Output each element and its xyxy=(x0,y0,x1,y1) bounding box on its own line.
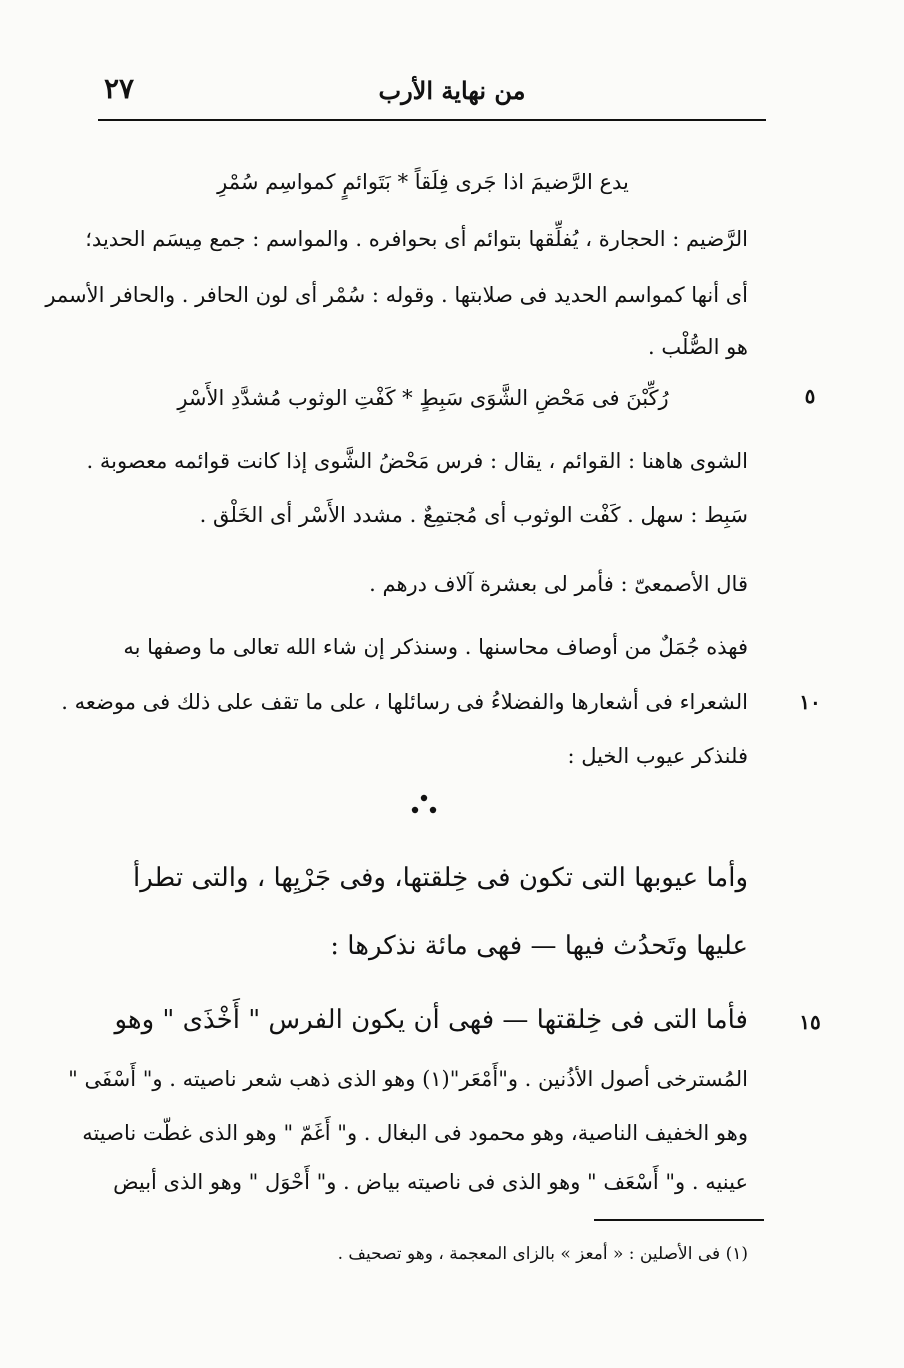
text-line: عينيه . و" أَسْعَف " وهو الذى فى ناصيته بياض . و" أَحْوَل " وهو الذى أبيض xyxy=(113,1170,748,1194)
page-number: ٢٧ xyxy=(104,72,135,105)
verse-line: يدع الرَّضيمَ اذا جَرى فِلَقاً * بَتَوائمٍ كمواسِم سُمْرِ xyxy=(217,170,629,194)
verse-line: رُكِّبْنَ فى مَحْضِ الشَّوَى سَبِطٍ * كَفْتِ الوثوب مُشدَّدِ الأَسْرِ xyxy=(177,386,669,410)
line-number-5: ٥ xyxy=(804,384,816,408)
large-text-line: فأما التى فى خِلقتها — فهى أن يكون الفرس " أَخْذَى " وهو xyxy=(114,1005,748,1035)
text-line: أى أنها كمواسم الحديد فى صلابتها . وقوله : سُمْر أى لون الحافر . والحافر الأسمر xyxy=(45,283,748,307)
footnote: (١) فى الأصلين : « أمعز » بالزاى المعجمة ، وهو تصحيف . xyxy=(337,1244,748,1264)
text-line: المُسترخى أصول الأذُنين . و"أَمْعَر"(١) وهو الذى ذهب شعر ناصيته . و" أَسْفَى " xyxy=(68,1067,748,1091)
text-line: سَبِط : سهل . كَفْت الوثوب أى مُجتمِعٌ . مشدد الأَسْر أى الخَلْق . xyxy=(199,503,748,527)
text-line: الرَّضيم : الحجارة ، يُفلِّقها بتوائم أى بحوافره . والمواسم : جمع مِيسَم الحديد؛ xyxy=(85,227,748,251)
header-rule xyxy=(98,119,766,121)
line-number-10: ١٠ xyxy=(799,690,821,714)
running-title: من نهاية الأرب xyxy=(378,76,526,105)
large-text-line: عليها وتَحدُث فيها — فهى مائة نذكرها : xyxy=(330,931,748,961)
text-line: الشوى هاهنا : القوائم ، يقال : فرس مَحْضُ الشَّوى إذا كانت قوائمه معصوبة . xyxy=(86,449,748,473)
large-text-line: وأما عيوبها التى تكون فى خِلقتها، وفى جَرْيِها ، والتى تطرأ xyxy=(132,863,748,893)
text-line: فهذه جُمَلٌ من أوصاف محاسنها . وسنذكر إن شاء الله تعالى ما وصفها به xyxy=(123,635,748,659)
text-line: الشعراء فى أشعارها والفضلاءُ فى رسائلها ، على ما تقف على ذلك فى موضعه . xyxy=(61,690,748,714)
text-line: فلنذكر عيوب الخيل : xyxy=(567,744,748,768)
footnote-rule xyxy=(594,1219,764,1221)
text-line: قال الأصمعىّ : فأمر لى بعشرة آلاف درهم . xyxy=(369,572,748,596)
line-number-15: ١٥ xyxy=(799,1010,821,1034)
text-line: هو الصُّلْب . xyxy=(648,335,748,359)
text-line: وهو الخفيف الناصية، وهو محمود فى البغال . و" أَغَمّ " وهو الذى غطّت ناصيته xyxy=(82,1121,748,1145)
section-ornament xyxy=(404,786,444,826)
